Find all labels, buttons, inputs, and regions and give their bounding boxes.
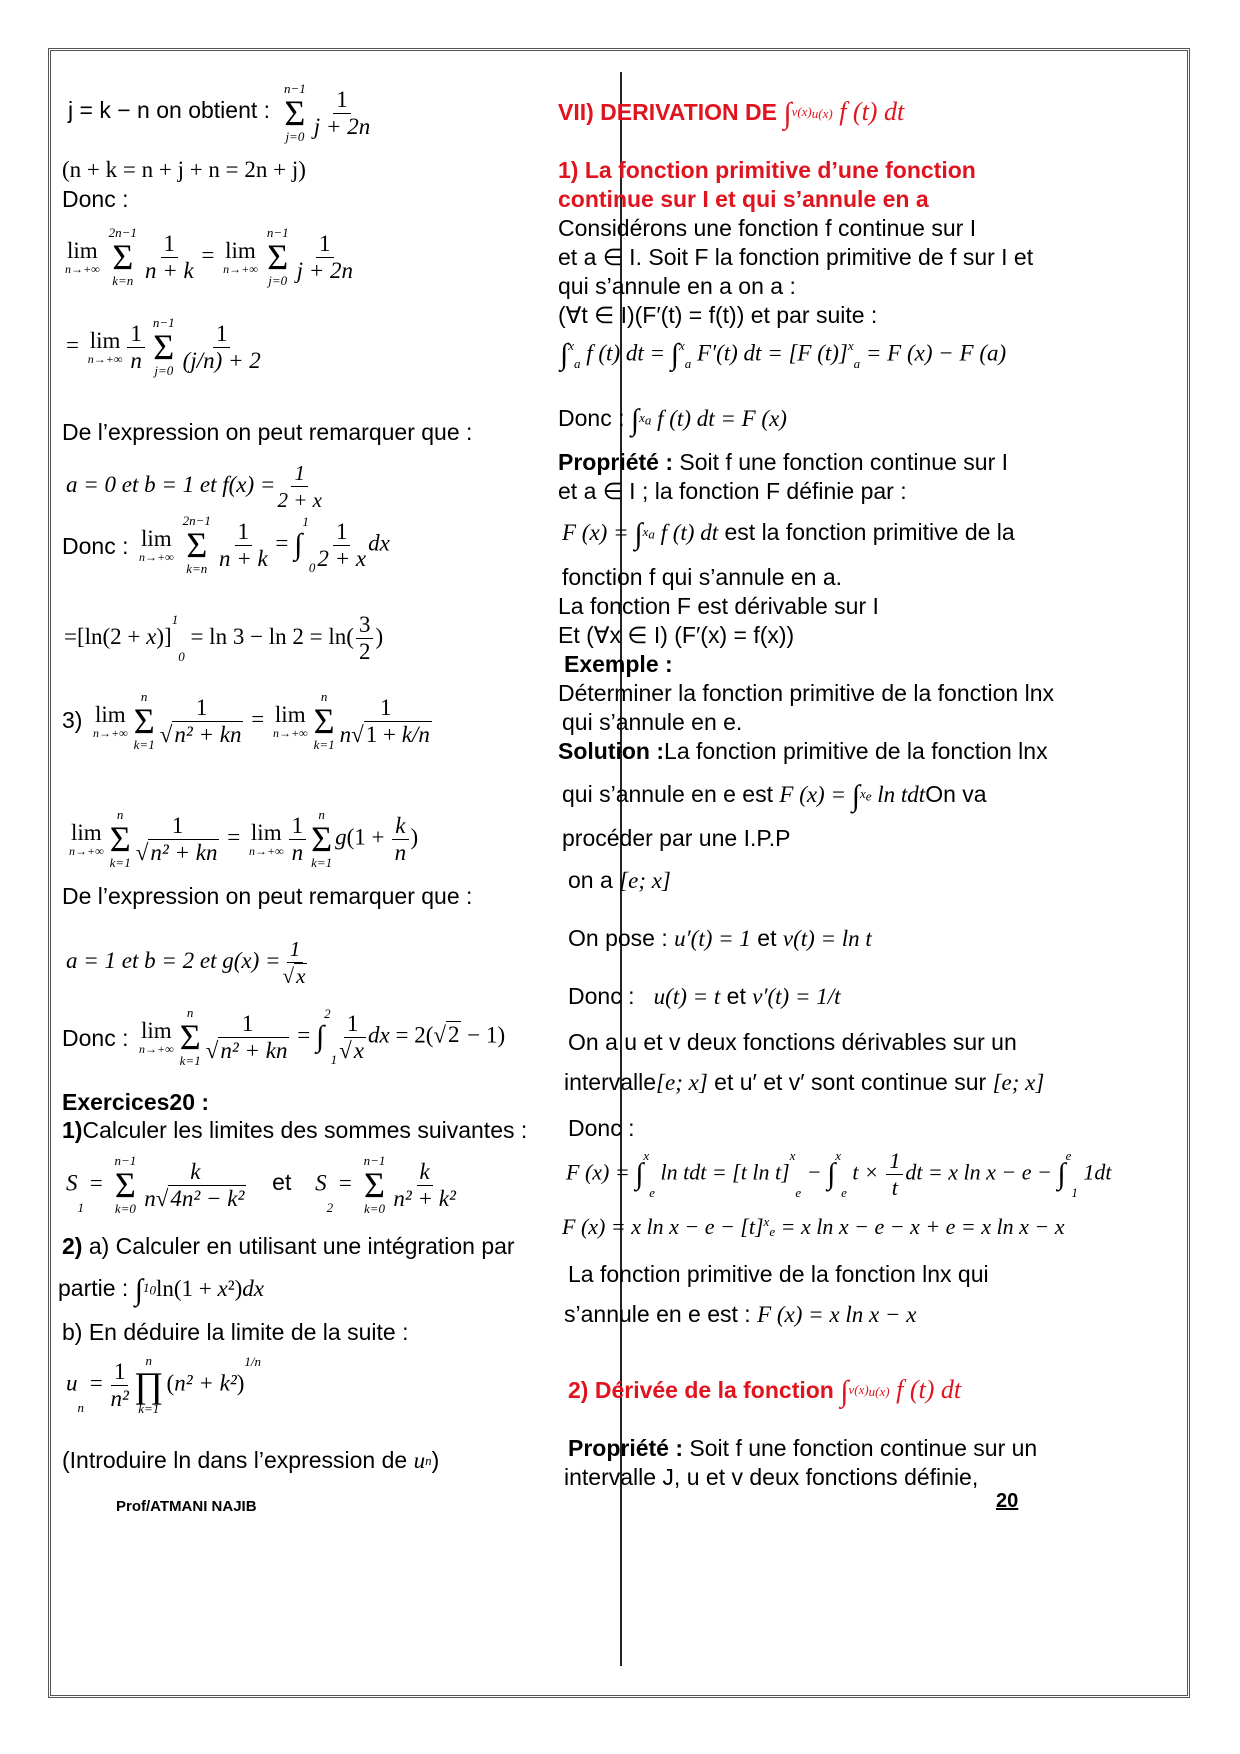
integral-formula-1: lim n→+∞ 2n−1 Σ k=n $\frac{1}{n + k}$ = ∫$^1$0 $\frac{1}{2 + x}$ dx [139,513,390,576]
left-ab-2: a = 1 et b = 2 et g(x) = $\frac{1}{√x}$ [66,937,306,988]
right-donc: Donc : ∫$^x$a f (t) dt = F (x) [558,403,787,437]
exercise-title: Exercices20 : [62,1089,210,1115]
example-1: Déterminer la fonction primitive de la fonction lnx [558,680,1055,706]
left-line-2: (n + k = n + j + n = 2n + j) [62,157,306,182]
left-remark-1: De l’expression on peut remarquer que : [62,419,473,445]
left-donc-1: Donc : [62,533,129,559]
solution-6: Donc : u(t) = t et v′(t) = 1/t [568,983,841,1009]
exercise-sums: S1 = n−1 Σ k=0 $\frac{k}{\text{n√4n² − k²}}$ et S2 = n−1 Σ k=0 $\frac{k}{\text{n² + k²}}$ [66,1153,456,1216]
solution-11: s’annule en e est : F (x) = x ln x − x [564,1301,917,1327]
exercise-1: 1)Calculer les limites des sommes suivantes : [62,1117,528,1143]
solution-1: Solution :La fonction primitive de la fonction lnx [558,738,1048,764]
footer-page-number: 20 [996,1490,1019,1512]
solution-2: qui s’annule en e est F (x) = ∫$^x$e ln tdtOn va [562,779,987,813]
property-2: et a ∈ I ; la fonction F définie par : [558,478,907,504]
left-q3: 3) [62,707,83,733]
subsection-1-title-1: 1) La fonction primitive d’une fonction [558,157,976,183]
section-title: VII) DERIVATION DE ∫$^{v(x)}$u(x) f (t) dt [558,97,905,131]
left-ab-1: a = 0 et b = 1 et f(x) = $\frac{1}{2 + x}$ [66,461,322,512]
ln-result: $=[\ln(2 + x)]^10 = \ln 3 - \ln 2 = \ln$( $\frac{3}{2}$ ) [64,612,384,664]
solution-8: intervalle[e; x] et u′ et v′ sont continue sur [e; x] [564,1069,1045,1095]
right-p3: qui s’annule en a on a : [558,273,796,299]
left-line-3: Donc : [62,186,129,212]
limit-formula-1: lim n→+∞ 2n−1 Σ k=n $\frac{1}{n + k}$ = lim n→+∞ n−1 Σ j=0 $\frac{1}{j + 2n}$ [65,225,354,288]
exercise-2a-b: partie : ∫$^1$0ln(1 + x²)dx [58,1273,264,1307]
left-line-1: j = k − n on obtient : [68,97,271,123]
footer-author: Prof/ATMANI NAJIB [116,1498,257,1515]
property-2-2: intervalle J, u et v deux fonctions définie, [564,1464,979,1490]
property-5: La fonction F est dérivable sur I [558,593,879,619]
limit-formula-2: = lim n→+∞ $\frac{1}{n}$ n−1 Σ j=0 $\frac{1}{(j/n) + 2}$ [66,315,261,378]
solution-5: On pose : u′(t) = 1 et v(t) = ln t [568,925,872,951]
ipp-formula-2: F (x) = x $\ln x - e - [t]^xe = x$ ln x − e − x + e = x ln x − x [562,1214,1065,1239]
property-4: fonction f qui s’annule en a. [562,564,843,590]
solution-3: procéder par une I.P.P [562,825,791,851]
solution-4: on a [e; x] [568,867,671,893]
left-remark-2: De l’expression on peut remarquer que : [62,883,473,909]
right-p1: Considérons une fonction f continue sur I [558,215,977,241]
limit-formula-3: lim n→+∞ n Σ k=1 $\frac{1}{\text{√n² + kn}}$ = lim n→+∞ n Σ k=1 $\frac{1}{n√1 + k/n}$ [93,689,430,752]
limit-formula-4: lim n→+∞ n Σ k=1 $\frac{1}{\text{√n² + kn}}$ = lim n→+∞ $\frac{1}{n}$ n Σ k=1 g(1 + $\frac{k}{n}$ ) [69,807,419,870]
ipp-formula-1: F (x) = ∫$^x$e ln tdt = [t ln t]$^x$e − ∫$^x$e t × $\frac{1}{t}$ dt = x ln x − e − ∫$^e$1 1dt [566,1148,1112,1200]
exercise-2b: b) En déduire la limite de la suite : [62,1319,409,1345]
property-2-1: Propriété : Soit f une fonction continue sur un [568,1435,1038,1461]
integral-formula-2: lim n→+∞ n Σ k=1 $\frac{1}{\text{√n² + kn}}$ = ∫$^2$1 $\frac{1}{√x}$ dx = 2(√2 − 1) [139,1005,506,1068]
example-2: qui s’annule en e. [562,709,743,735]
solution-10: La fonction primitive de la fonction lnx qui [568,1261,989,1287]
integral-identity: ∫$^x$a f (t) dt = ∫$^x$a F′(t) dt = [F (t)]$^x$a = F (x) − F (a) [560,338,1007,371]
property-3: F (x) = ∫$^x$a f (t) dt est la fonction primitive de la [562,517,1015,551]
subsection-2-title: 2) Dérivée de la fonction ∫$^{v(x)}$u(x) f (t) dt [568,1375,962,1409]
exercise-hint: (Introduire ln dans l’expression de un) [62,1447,440,1473]
subsection-1-title-2: continue sur I et qui s’annule en a [558,186,929,212]
property-6: Et (∀x ∈ I) (F′(x) = f(x)) [558,622,795,648]
solution-9: Donc : [568,1115,635,1141]
exercise-2a: 2) a) Calculer en utilisant une intégration par [62,1233,515,1259]
property-1: Propriété : Soit f une fonction continue sur I [558,449,1009,475]
right-p2: et a ∈ I. Soit F la fonction primitive de f sur I et [558,244,1034,270]
right-p4: (∀t ∈ I)(F′(t) = f(t)) et par suite : [558,302,878,328]
solution-7: On a u et v deux fonctions dérivables sur un [568,1029,1017,1055]
sequence-formula: un = $\frac{1}{\text{n²}}$ n ∏ k=1 $(n^2 + k^2)^{1/n}$ [66,1353,262,1416]
example-label: Exemple : [564,651,673,677]
sum-formula-1: n−1 Σ j=0 $\frac{1}{j + 2n}$ [284,81,371,144]
left-donc-2: Donc : [62,1025,129,1051]
